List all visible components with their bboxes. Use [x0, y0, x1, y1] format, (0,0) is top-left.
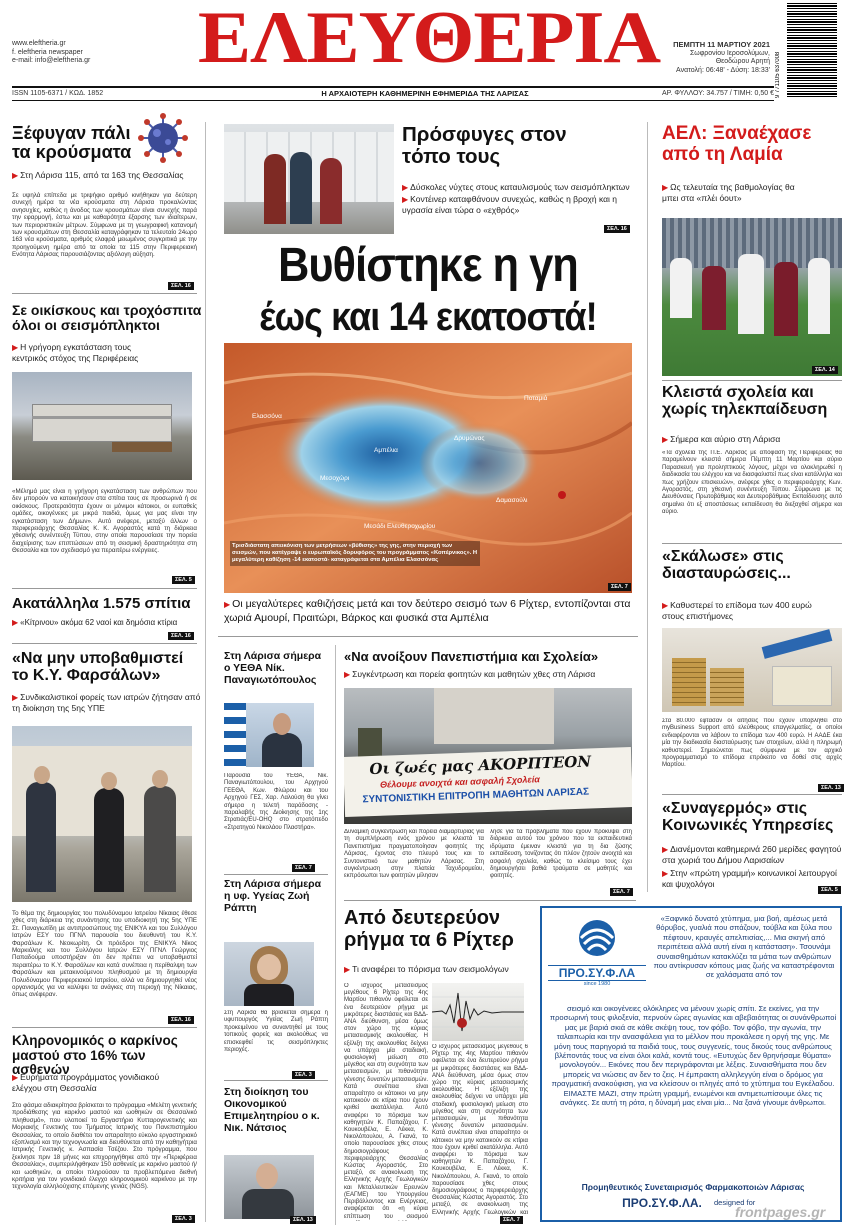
fault-title[interactable]: Από δευτερεύον ρήγμα τα 6 Ρίχτερ [344, 907, 514, 951]
schools-subtitle: ▶ Σήμερα και αύριο στη Λάρισα [662, 434, 842, 445]
issue-number: ΑΡ. ΦΥΛΛΟΥ: 34.757 / ΤΙΜΗ: 0,50 € [661, 90, 774, 97]
deputy-minister-page: ΣΕΛ. 3 [292, 1071, 315, 1079]
universities-page: ΣΕΛ. 7 [610, 888, 633, 896]
article-shelters-subtitle: ▶ Η γρήγορη εγκατάσταση τους κεντρικός στόχος της Περιφέρειας [12, 342, 162, 364]
subsidence-map [224, 343, 632, 593]
fault-subtitle: ▶ Τι αναφέρει το πόρισμα των σεισμολόγων [344, 964, 534, 975]
ad-signature-3: designed for [714, 1198, 756, 1207]
fault-body-continued: Ο ισχυρός μετασεισμός μεγέθους 6 Ρίχτερ της 4ης Μαρτίου πιθανόν οφείλεται σε ένα δευτερεύον ρήγμα με μικρότερες διαστάσεις και ΒΔΔ-ΑΝΑ διεύθυνση, μέσα όμως στον χώρο της κύριας μετασεισμικής ακολουθίας. Η εξέλιξη της ακολουθίας δείχνει να υπάρχει μία σταδιακή, φυσιολογική μείωση στο μέγεθος και στη συχνότητα των μετασεισμών, με πιθανότητα γένεσης δυνατών μετασεισμών. Κατά συνέπεια είναι απαραίτητο οι κάτοικοι να μην κατοικούν σε κτίρια που έχουν κριθεί ακατάλληλα. Αυτό αναφέρει το πόρισμα των καθηγητών Κ. Παπαζάχου, Γ. Κουκουβέλα, Ε. Λέκκα, Κ. Νικολόπουλου, Α. Γκανά, το οποίο παρουσίασε χθες στους δημοσιογράφους ο περιφερειάρχης Θεσσαλίας Κώστας Αγοραστός. Στο μεταξύ, σε ανακοίνωση της Ελληνικής Αρχής Γεωλογικών και [432, 1044, 528, 1216]
article-farsala-subtitle: ▶ Συνδικαλιστικοί φορείς των ιατρών ζήτησαν από τη διοίκηση της 5ης ΥΠΕ [12, 692, 202, 714]
article-covid-body: Σε υψηλά επίπεδα με τριψήφιο αριθμό κινήθηκαν για δεύτερη συνεχή ημέρα τα νέα κρούσματα στη Λάρισα προκαλώντας ανησυχίες, καθώς η άνοδος των κρουσμάτων είναι συνεχής παρά την εφαρμογή, έστω και με καθαρότητα έξαρσης των ιδιαίτερων, των περιοριστικών μέτρων. Σύμφωνα με τη γεωγραφική κατανομή των κρουσμάτων στη Θεσσαλία καταγράφηκαν τα τελευταίο 24ωρο 163 νέα κρούσματα, αριθμός ελαφρά μειωμένος συγκριτικά με την προηγούμενη ημέρα από τα οποία τα 115 στην Περιφερειακή Ενότητα Λάρισας παρουσιάζοντας αξιόλογη αύξηση. [12, 192, 197, 259]
barcode [786, 2, 838, 98]
column-rule-right [647, 122, 648, 892]
watermark: frontpages.gr [735, 1204, 826, 1220]
divider [12, 643, 197, 644]
minister-photo [224, 703, 314, 767]
divider [224, 874, 328, 875]
article-covid-page: ΣΕΛ. 16 [168, 282, 194, 290]
map-label-elassona: Ελασσόνα [252, 413, 282, 420]
refugee-camp-photo [224, 124, 394, 234]
issn: ISSN 1105-6371 / ΚΩΔ. 1852 [12, 90, 104, 97]
ad-text-main: σεισμό και οικογένειες ολόκληρες να μένουν χωρίς σπίτι. Σε εκείνες, για την προσωρινή τους φιλοξενία, περνούν ώρες αγωνίας και αβεβαιότητας οι συνάνθρωποί μας με βαριά σκιά σε κάθε σκέψη τους, τον φόβο. Τον φόβο, την αγωνία, την ταλαιπωρία και την ανασφάλεια για το μέλλον που προκάλεσε η οργή της γης. Με μόνη τους παρηγοριά τα παιδιά τους, τους συγγενείς, τους δικούς τους ανθρώπους βλέποντάς τους να είναι όλοι καλά, κοντά τους. «Ευτυχώς δεν θρηνήσαμε θύματα» μονολογούν... Εικόνες που δεν περιγράφονται με λέξεις. Συναισθήματα που δεν μπορείς να νιώσεις αν δεν το ζεις. Η έμπρακτη αλληλεγγύη είναι ο δρόμος για πραγματική ανακούφιση, για να κλείσουν οι πληγές από το χτύπημα του Εγκέλαδου. ΕΙΜΑΣΤΕ ΜΑΖΙ, στην πρώτη γραμμή, ενωμένοι και αντιμετωπίσουμε όλες τις ανάγκες. Σε αυτή τη ρότα, η δύναμή μας είναι μία... Να ξανά γίνουμε άνθρωποι. [549, 1004, 837, 1108]
divider [12, 293, 197, 294]
ad-logo-text: ΠΡΟ.ΣΥ.Φ.ΛΑ [548, 965, 646, 981]
divider [662, 543, 842, 544]
ad-logo-icon [572, 918, 622, 958]
lead-title-line-2[interactable]: έως και 14 εκατοστά! [259, 295, 597, 339]
divider [224, 1080, 328, 1081]
seismograph-photo [432, 983, 524, 1041]
article-cancer-subtitle: ▶ Ευρήματα προγράμματος γονιδιακού ελέγχου στη Θεσσαλία [12, 1072, 162, 1094]
social-services-subtitle-1: ▶ Διανέμονται καθημερινά 260 μερίδες φαγητού στα χωριά του Δήμου Λαρισαίων [662, 844, 842, 866]
protest-banner-line-1: Οι ζωές μας ΑΚΟΡΠΤΕΟΝ [369, 752, 592, 779]
article-covid-subtitle: ▶ Στη Λάρισα 115, από τα 163 της Θεσσαλίας [12, 170, 197, 181]
masthead-date-block [660, 41, 770, 75]
article-cancer-title[interactable]: Κληρονομικός ο καρκίνος μαστού στο 16% των ασθενών [12, 1033, 178, 1078]
virus-icon [137, 112, 189, 164]
ael-title[interactable]: ΑΕΛ: Ξαναέχασε από τη Λαμία [662, 123, 812, 165]
universities-title[interactable]: «Να ανοίξουν Πανεπιστήμια και Σχολεία» [344, 649, 599, 664]
fault-body: Ο ισχυρός μετασεισμός μεγέθους 6 Ρίχτερ της 4ης Μαρτίου πιθανόν οφείλεται σε ένα δευτερεύον ρήγμα με μικρότερες διαστάσεις και ΒΔΔ-ΑΝΑ διεύθυνση, μέσα όμως στον χώρο της κύριας μετασεισμικής ακολουθίας. Η εξέλιξη της ακολουθίας δείχνει να υπάρχει μία σταδιακή, φυσιολογική μείωση στο μέγεθος και στη συχνότητα των μετασεισμών, με πιθανότητα γένεσης δυνατών μετασεισμών. Κατά συνέπεια είναι απαραίτητο οι κάτοικοι να μην κατοικούν σε κτίρια που έχουν κριθεί ακατάλληλα. Αυτό αναφέρει το πόρισμα των καθηγητών Κ. Παπαζάχου, Γ. Κουκουβέλα, Ε. Λέκκα, Κ. Νικολόπουλου, Α. Γκανά, το οποίο παρουσίασε χθες στους δημοσιογράφους ο περιφερειάρχης Θεσσαλίας Κώστας Αγοραστός. Στο μεταξύ, σε ανακοίνωση της Ελληνικής Αρχής Γεωλογικών και Μεταλλευτικών Ερευνών (ΕΑΓΜΕ) του Υπουργείου Περιβάλλοντος και Ενέργειας, αναφέρεται ότι «η κύρια επίπτωση του σεισμού [344, 983, 428, 1220]
article-houses-page: ΣΕΛ. 16 [168, 632, 194, 640]
column-rule-center [335, 645, 336, 1225]
ad-signature-1: Προμηθευτικός Συνεταιρισμός Φαρμακοποιών Λάρισας [581, 1182, 805, 1192]
masthead-logo: ΕΛΕΥΘΕΡΙΑ [197, 0, 661, 79]
article-farsala-page: ΣΕΛ. 16 [168, 1016, 194, 1024]
protest-banner-line-2: Θέλουμε ανοιχτά και ασφαλή Σχολεία [379, 774, 540, 790]
article-shelters-body: «Μέλημά μας είναι η γρήγορη εγκατάσταση των ανθρώπων που δεν μπορούν να κατοικήσουν στα σπίτια τους σε προσωρινά ή σε οικίσκους. Προτεραιότητα έχουν οι μόνιμοι κάτοικοι, οι ευπαθείς ομάδες, οικογένειες με μικρά παιδιά, όμως για μας είναι την εγκατάσταση των Δήμων». Αυτό ανέφερε, μεταξύ άλλων ο περιφερειάρχης Θεσσαλίας Κ. Κ. Αγοραστός κατά τη διάρκεια χθεσινής συνέντευξη Τύπου, στην οποία παρουσίασε την πορεία διαχείρισης των επιπτώσεων από τη σεισμική δραστηριότητα στη Θεσσαλία και τον σχεδιασμό για περαιτέρω ενέργειες. [12, 488, 197, 555]
map-label-damasouli: Δαμασούλι [496, 497, 528, 504]
facebook-text: f. eleftheria newspaper [12, 48, 83, 56]
coins-photo [662, 628, 842, 712]
ael-page: ΣΕΛ. 14 [812, 366, 838, 374]
allowance-body: Στα 80.000 έφτασαν οι αιτήσεις που έχουν υποβληθεί στο myBusiness Support από ελεύθερους επαγγελματίες, οι οποίοι ενδιαφέρονται να λάβουν το επίδομα των 400 ευρώ. Η ΑΑΔΕ έκα μία την διαδικασία διασταύρωσης των στοιχείων, αλλά η πληρωμή καθυστερεί. Σημειώνεται πως σύμφωνα με τον αρχικό προγραμματισμό το επίδομα επρόκειτο να δοθεί στις αρχές Μαρτίου. [662, 718, 842, 769]
map-label-mesadi: Μεσάδι Ελευθεροχωρίου [364, 523, 436, 530]
minister-visit-title[interactable]: Στη Λάρισα σήμερα ο ΥΕΘΑ Νίκ. Παναγιωτόπουλος [224, 650, 322, 686]
issue-date: ΠΕΜΠΤΗ 11 ΜΑΡΤΙΟΥ 2021 [673, 40, 770, 49]
tagline: Η ΑΡΧΑΙΟΤΕΡΗ ΚΑΘΗΜΕΡΙΝΗ ΕΦΗΜΕΡΙΔΑ ΤΗΣ ΛΑΡΙΣΑΣ [321, 89, 529, 98]
map-label-drymonas: Δρυμώνας [454, 435, 485, 442]
universities-body-b: λησε για τα προβλήματα που έχουν προκύψει στη διάρκεια αυτού του χρόνου που τα εκπαιδευτικά ιδρύματα έμειναν κλειστά για τη δια ζώσης εκπαίδευση, τονίζοντας ότι πλέον ζητούν ανοιχτά και ασφαλή σχολεία, καθώς το κλείσιμο τους έχει δημιουργήσει βαθιά τραύματα σε μαθητές και φοιτητές. [490, 829, 632, 880]
chamber-title[interactable]: Στη διοίκηση του Οικονομικού Επιμελητηρίου ο κ. Νικ. Νάτσιος [224, 1086, 320, 1134]
map-label-potamia: Ποταμιά [524, 395, 548, 402]
column-rule-left [205, 122, 206, 1222]
universities-body-a: Δυναμική συγκέντρωση και πορεία διαμαρτυρίας για τη συμπλήρωση ενός χρόνου με κλειστά τα Πανεπιστήμια πραγματοποίησαν φοιτητές της Λάρισας, έχοντας στο πλευρό τους και το Συντονιστικό των μαθητών Λάρισας. Στη συγκέντρωση στην πλατεία Ταχυδρομείου, εκπρόσωποι των φοιτητών μίλησαν [344, 829, 484, 880]
saints-line-2: Θεοδώρου Αρητή [715, 58, 770, 65]
schools-body: «Τα σχολεία της Π.Ε. Λάρισας με απόφαση της Περιφέρειας θα παραμείνουν κλειστά σήμερα Πέμπτη 11 Μαρτίου και αύριο Παρασκευή για προληπτικούς λόγους, μέχρι να ολοκληρωθεί η διαδικασία του ελέγχου και να διασφαλιστεί πως είναι κατάλληλα και πως χρήζουν επισκευών», ανέφερε χθες ο περιφερειάρχης Κων. Αγοραστός, στη χθεσινή συνέντευξη Τύπου. Σύμφωνα με τις Διευθύνσεις Πρωτοβάθμιας και Δευτεροβάθμιας Εκπαίδευσης αυτό σημαίνει ότι εξ αποστάσεως εκπαίδευση θα διεξαχθεί σήμερα και αύριο. [662, 450, 842, 516]
minister-visit-page: ΣΕΛ. 7 [292, 864, 315, 872]
ad-text-top: «Ξαφνικό δυνατό χτύπημα, μια βοή, αμέσως μετά θόρυβος, γυαλιά που σπάζουν, τούβλα και ξύλα που πέφτουν, κραυγές απελπισίας,... Μια σκηνή από περιπέτεια αλλά αυτή είναι η κατάσταση». Τσουνάμι συναισθημάτων κατακλύζει τα μάτια των ανθρώπων που αντίκρυσαν κόπους μιας ζωής να καταστρέφονται σε χαλάσματα από τον [653, 914, 835, 980]
article-houses-subtitle: ▶ «Κίτρινου» ακόμα 62 ναοί και δημόσια κτίρια [12, 617, 202, 628]
ad-logo [548, 918, 646, 987]
universities-subtitle: ▶ Συγκέντρωση και πορεία φοιτητών και μαθητών χθες στη Λάρισα [344, 669, 636, 680]
email-text: e-mail: info@eleftheria.gr [12, 57, 91, 64]
sun-times: Ανατολή: 06:48' - Δύση: 18:33' [676, 66, 770, 74]
masthead-rule-bottom [12, 100, 774, 101]
minister-visit-body: Παρουσία του ΥΕΘΑ, Νικ. Παναγιωτόπουλου, του Αρχηγού ΓΕΕΘΑ, Κων. Φλώρου και του Αρχηγού ΓΕΣ, Χαρ. Λαλούση θα γίνει σήμερα η τελετή παράδοσης - παραλαβής της Διοίκησης της 1ης Στρατιάς/EU-OHQ στο στρατόπεδο «Στρατηγού Νικολάου Πλαστήρα». [224, 773, 328, 831]
article-cancer-page: ΣΕΛ. 3 [172, 1215, 195, 1223]
divider [12, 1027, 197, 1028]
ad-signature-2: ΠΡΟ.ΣΥ.Φ.ΛΑ. [622, 1196, 702, 1210]
lead-title-line-1[interactable]: Βυθίστηκε η γη [278, 239, 578, 292]
divider [662, 794, 842, 795]
allowance-page: ΣΕΛ. 13 [818, 784, 844, 792]
web-url: www.eleftheria.gr [12, 40, 66, 47]
map-caption: Τρισδιάστατη απεικόνιση των μετρήσεων «βύθισης» της γης, στην περιοχή των σεισμών, που κατέγραψε ο ευρωπαϊκός δορυφόρος του προγράμματος «Κοπέρνικος». Η μεγαλύτερη καθίζηση -14 εκατοστά- καταγράφεται στα Αμπέλια Ελασσόνας [230, 541, 480, 566]
masthead-rule-top [12, 86, 774, 88]
article-farsala-title[interactable]: «Να μην υποβαθμιστεί το Κ.Υ. Φαρσάλων» [12, 650, 184, 685]
allowance-title[interactable]: «Σκάλωσε» στις διασταυρώσεις... [662, 548, 791, 583]
barcode-number: 9 771105 637008 [775, 51, 781, 98]
protest-banner-line-3: ΣΥΝΤΟΝΙΣΤΙΚΗ ΕΠΙΤΡΟΠΗ ΜΑΘΗΤΩΝ ΛΑΡΙΣΑΣ [362, 786, 590, 806]
refugees-subtitle-1: ▶ Δύσκολες νύχτες στους καταυλισμούς των σεισμόπληκτων [402, 182, 630, 193]
map-label-ampelia: Αμπέλια [374, 447, 398, 454]
article-houses-title[interactable]: Ακατάλληλα 1.575 σπίτια [12, 595, 191, 612]
ad-since: since 1980 [583, 981, 611, 987]
social-services-page: ΣΕΛ. 5 [818, 886, 841, 894]
social-services-title[interactable]: «Συναγερμός» στις Κοινωνικές Υπηρεσίες [662, 800, 834, 835]
football-photo [662, 218, 842, 376]
ael-subtitle: ▶ Ως τελευταία της βαθμολογίας θα μπει στα «πλέι όουτ» [662, 182, 812, 204]
article-cancer-body: Στο φάσμα αδιακρίτησα βρίσκεται το πρόγραμμα «Μελέτη γενετικής προδιάθεσης για καρκίνο μαστού και ωοθηκών σε Θεσσαλικό πληθυσμό», που υλοποιεί το Εργαστήριο Κυτταρογενετικής και Μοριακής Γενετικής του Τμήματος Ιατρικής του Πανεπιστημίου Θεσσαλίας, το οποίο διαθέτει τον απαραίτητο εύκολο εργαστηριακό εξοπλισμό και την τεχνογνωσία και διευθύνεται από την καθηγήτρια Ιατρικής Γενετικής κ. Ασπασία Τσέζου. Στο πρόγραμμα, που ξεκίνησε πριν 18 μήνες και επιχορηγήθηκε από την «Περιφέρεια Θεσσαλίας», συμπεριλήφθηκαν 150 ασθενείς με καρκίνο μαστού ή/και ωοθηκών, οι οποίοι πληρούσαν τα προβλεπόμενα διεθνή κριτήρια για τον γονιδιακό έλεγχο κληρονομικού καρκίνου με την τεχνολογία αλληλούχισης επόμενης γενιάς (NGS). [12, 1102, 197, 1191]
article-shelters-page: ΣΕΛ. 5 [172, 576, 195, 584]
deputy-minister-body: Στη Λάρισα θα βρίσκεται σήμερα η υφυπουργός Υγείας Ζωή Ράπτη προκειμένου να συναντηθεί με τους τοπικούς φορείς και ακολούθως να επισκεφθεί τις σεισμόπληκτες περιοχές. [224, 1010, 328, 1054]
doctors-photo [12, 726, 192, 902]
refugees-title[interactable]: Πρόσφυγες στον τόπο τους [402, 123, 567, 169]
divider [12, 588, 197, 589]
divider [662, 380, 842, 381]
refugees-subtitle-2: ▶ Κοντέινερ καταφθάνουν συνεχώς, καθώς η βροχή και η υγρασία είναι τώρα ο «εχθρός» [402, 194, 630, 216]
map-label-mesochori: Μεσοχώρι [320, 475, 350, 482]
container-photo [12, 372, 192, 480]
lead-subtitle: ▶ Οι μεγαλύτερες καθιζήσεις μετά και τον δεύτερο σεισμό των 6 Ρίχτερ, εντοπίζονται στα χωριά Αμουρί, Πραιτώρι, Βάρκος και φυσικά στα Αμπέλια [224, 598, 636, 624]
article-farsala-body: Το θέμα της δημιουργίας του πολυδύναμου Ιατρείου Νίκαιας έθεσε χθες στη διάρκεια της συνάντησης του υποδιοικητή της 5ης ΥΠΕ Στ. Παναγιωτίδη με αντιπροσώπους της ΕΝΙΚΥΑ και του Συλλόγου Ιατρών ΕΣΥ του ΠΓΝΛ παρουσία του διευθυντή του Κ.Υ. Φαρσάλων Κ. Νεοκωρίτη. Οι πρόεδροι της ΕΝΙΚΥΑ Νίκος Μαρκιόλης και του Συλλόγου Ιατρών ΕΣΥ ΠΓΝΛ Γεώργιος Παπαδούμα υποστήριξαν ότι δεν πρέπει να υποβαθμιστεί περαιτέρω το Κ.Υ. Φαρσάλων και κατά συνέπεια η περίθαλψη των Φαρσάλων και μετακινούμενου πληθυσμού με τη δημιουργία Πολυδύναμου Περιφερειακού Ιατρείου, αλλά να δημιουργηθεί νέος οργανισμός για να καλύψει τα ανάγκες στη περιοχή της Νίκαιας, όπως ανέφεραν. [12, 910, 197, 999]
chamber-photo [224, 1155, 314, 1219]
deputy-minister-photo [224, 942, 314, 1006]
fault-page: ΣΕΛ. 7 [500, 1216, 523, 1224]
protest-photo [344, 688, 632, 824]
chamber-page: ΣΕΛ. 13 [290, 1216, 316, 1224]
refugees-page: ΣΕΛ. 16 [604, 225, 630, 233]
social-services-subtitle-2: ▶ Στην «πρώτη γραμμή» κοινωνικοί λειτουργοί και ψυχολόγοι [662, 868, 842, 890]
pharmacists-ad[interactable] [540, 906, 842, 1222]
masthead-web-info [12, 40, 162, 66]
article-covid-title[interactable]: Ξέφυγαν πάλι τα κρούσματα [12, 123, 132, 163]
schools-title[interactable]: Κλειστά σχολεία και χωρίς τηλεκπαίδευση [662, 384, 828, 419]
divider [218, 636, 638, 637]
article-shelters-title[interactable]: Σε οικίσκους και τροχόσπιτα όλοι οι σεισμόπληκτοι [12, 302, 202, 334]
divider [344, 900, 636, 901]
deputy-minister-title[interactable]: Στη Λάρισα σήμερα η υφ. Υγείας Ζωή Ράπτη [224, 878, 322, 914]
allowance-subtitle: ▶ Καθυστερεί το επίδομα των 400 ευρώ στους επιστήμονες [662, 600, 812, 622]
map-page: ΣΕΛ. 7 [608, 583, 631, 591]
saints-line-1: Σωφρονίου Ιεροσολύμων, [689, 49, 770, 57]
